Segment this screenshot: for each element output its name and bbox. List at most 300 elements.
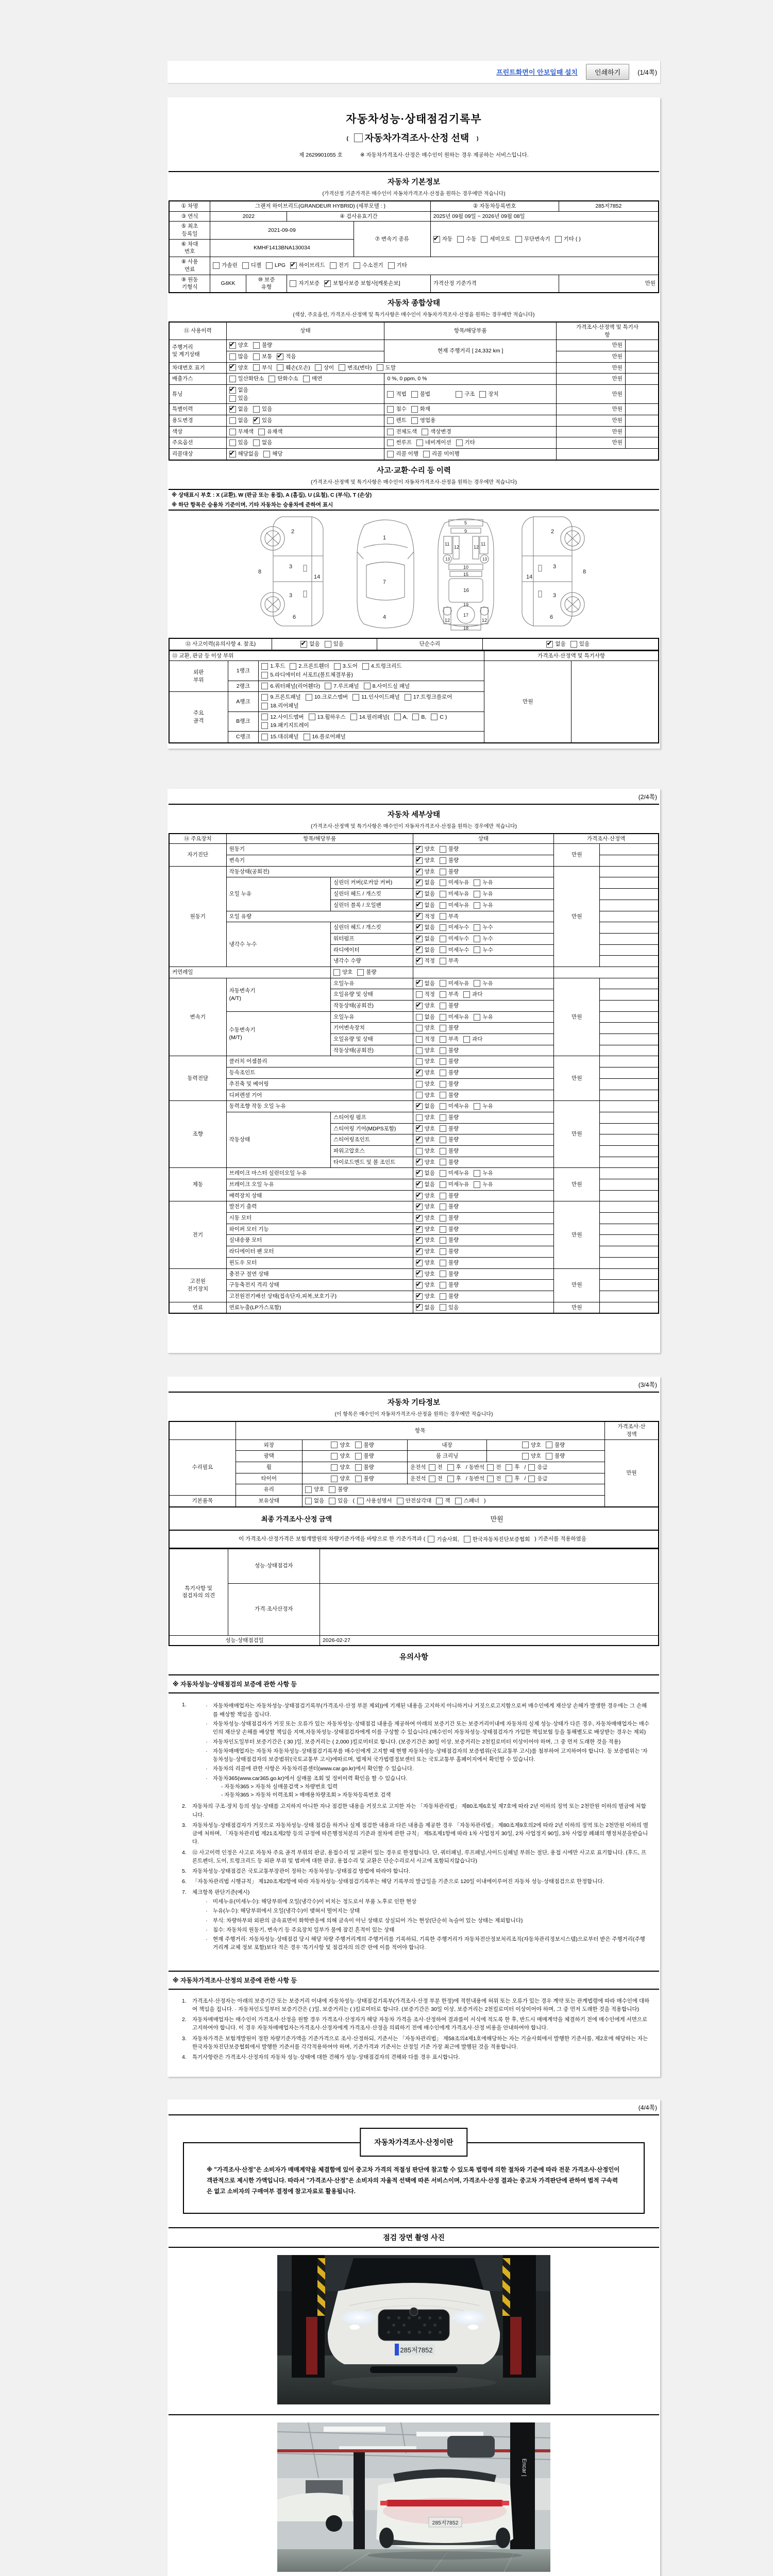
unchecked-checkbox-icon[interactable]	[440, 902, 446, 909]
unchecked-checkbox-icon[interactable]	[440, 1003, 446, 1009]
unchecked-checkbox-icon[interactable]	[457, 236, 464, 243]
checkbox-option[interactable]	[440, 1058, 459, 1065]
checkbox-option[interactable]	[315, 364, 334, 372]
unchecked-checkbox-icon[interactable]	[290, 280, 296, 287]
checkbox-option[interactable]	[331, 1475, 350, 1483]
checked-checkbox-icon[interactable]	[229, 364, 236, 371]
checked-checkbox-icon[interactable]	[546, 641, 553, 648]
unchecked-checkbox-icon[interactable]	[447, 1476, 454, 1482]
unchecked-checkbox-icon[interactable]	[364, 683, 371, 689]
unchecked-checkbox-icon[interactable]	[261, 703, 268, 709]
unchecked-checkbox-icon[interactable]	[440, 1181, 446, 1188]
checkbox-option[interactable]	[387, 391, 406, 398]
checkbox-option[interactable]	[229, 342, 248, 349]
checkbox-option[interactable]	[357, 969, 376, 976]
checkbox-option[interactable]	[416, 1159, 435, 1166]
checkbox-option[interactable]	[440, 1159, 459, 1166]
unchecked-checkbox-icon[interactable]	[333, 969, 340, 976]
unchecked-checkbox-icon[interactable]	[315, 364, 322, 371]
checkbox-option[interactable]	[266, 262, 285, 269]
unchecked-checkbox-icon[interactable]	[387, 417, 394, 424]
checkbox-option[interactable]	[334, 663, 358, 670]
unchecked-checkbox-icon[interactable]	[412, 714, 419, 720]
unchecked-checkbox-icon[interactable]	[331, 1442, 338, 1448]
checkbox-option[interactable]	[416, 845, 435, 853]
unchecked-checkbox-icon[interactable]	[229, 395, 236, 402]
checkbox-option[interactable]	[440, 1114, 459, 1122]
unchecked-checkbox-icon[interactable]	[329, 1486, 335, 1493]
unchecked-checkbox-icon[interactable]	[411, 391, 418, 398]
unchecked-checkbox-icon[interactable]	[474, 946, 480, 953]
checkbox-option[interactable]	[440, 1248, 459, 1256]
checkbox-option[interactable]	[440, 1192, 459, 1200]
unchecked-checkbox-icon[interactable]	[261, 672, 268, 679]
unchecked-checkbox-icon[interactable]	[447, 1464, 454, 1471]
unchecked-checkbox-icon[interactable]	[440, 1193, 446, 1199]
unchecked-checkbox-icon[interactable]	[515, 236, 522, 243]
checkbox-option[interactable]	[416, 1036, 435, 1043]
unchecked-checkbox-icon[interactable]	[570, 641, 577, 648]
checkbox-option[interactable]	[528, 1464, 547, 1471]
checked-checkbox-icon[interactable]	[416, 1125, 423, 1132]
unchecked-checkbox-icon[interactable]	[455, 1498, 462, 1504]
checkbox-option[interactable]	[456, 391, 475, 398]
checkbox-option[interactable]	[411, 405, 430, 413]
unchecked-checkbox-icon[interactable]	[213, 262, 220, 269]
checkbox-option[interactable]	[357, 1497, 392, 1505]
unchecked-checkbox-icon[interactable]	[522, 1453, 529, 1460]
checkbox-option[interactable]	[440, 1069, 459, 1077]
unchecked-checkbox-icon[interactable]	[339, 364, 345, 371]
unchecked-checkbox-icon[interactable]	[464, 1536, 470, 1543]
unchecked-checkbox-icon[interactable]	[522, 1442, 529, 1448]
checked-checkbox-icon[interactable]	[229, 406, 236, 413]
checkbox-option[interactable]	[474, 1103, 493, 1110]
checkbox-option[interactable]	[487, 1464, 501, 1471]
unchecked-checkbox-icon[interactable]	[440, 946, 446, 953]
checkbox-option[interactable]	[416, 1080, 435, 1088]
checkbox-option[interactable]	[440, 1281, 459, 1289]
unchecked-checkbox-icon[interactable]	[325, 641, 331, 648]
checkbox-option[interactable]	[416, 890, 435, 898]
checkbox-option[interactable]	[440, 935, 469, 943]
checkbox-option[interactable]	[354, 131, 469, 144]
checkbox-option[interactable]	[440, 879, 469, 887]
checkbox-option[interactable]	[325, 640, 344, 648]
checkbox-option[interactable]	[416, 924, 435, 931]
checkbox-option[interactable]	[416, 1192, 435, 1200]
checkbox-option[interactable]	[229, 405, 248, 413]
checkbox-option[interactable]	[440, 1181, 469, 1189]
checked-checkbox-icon[interactable]	[416, 1159, 423, 1165]
checkbox-option[interactable]	[416, 1125, 435, 1133]
unchecked-checkbox-icon[interactable]	[357, 969, 364, 976]
unchecked-checkbox-icon[interactable]	[387, 406, 394, 413]
checked-checkbox-icon[interactable]	[290, 262, 297, 269]
unchecked-checkbox-icon[interactable]	[440, 924, 446, 931]
unchecked-checkbox-icon[interactable]	[428, 1536, 434, 1543]
checkbox-option[interactable]	[305, 1486, 324, 1494]
checkbox-option[interactable]	[306, 693, 348, 701]
unchecked-checkbox-icon[interactable]	[416, 439, 423, 446]
checkbox-option[interactable]	[416, 1293, 435, 1300]
checkbox-option[interactable]	[229, 439, 248, 447]
checkbox-option[interactable]	[387, 439, 411, 447]
checked-checkbox-icon[interactable]	[416, 980, 423, 987]
unchecked-checkbox-icon[interactable]	[440, 1103, 446, 1110]
unchecked-checkbox-icon[interactable]	[431, 714, 438, 720]
checkbox-option[interactable]	[304, 733, 346, 741]
unchecked-checkbox-icon[interactable]	[440, 1092, 446, 1098]
checkbox-option[interactable]	[440, 1036, 459, 1043]
checkbox-option[interactable]	[411, 417, 435, 425]
unchecked-checkbox-icon[interactable]	[290, 663, 296, 670]
checkbox-option[interactable]	[416, 439, 451, 447]
unchecked-checkbox-icon[interactable]	[474, 924, 480, 931]
checkbox-option[interactable]	[290, 280, 320, 287]
checkbox-option[interactable]	[455, 1497, 479, 1505]
unchecked-checkbox-icon[interactable]	[546, 1453, 552, 1460]
checked-checkbox-icon[interactable]	[416, 936, 423, 942]
checkbox-option[interactable]	[253, 439, 272, 447]
checkbox-option[interactable]	[433, 235, 452, 243]
unchecked-checkbox-icon[interactable]	[440, 1025, 446, 1031]
checkbox-option[interactable]	[440, 1270, 459, 1278]
checkbox-option[interactable]	[440, 1047, 459, 1055]
checkbox-option[interactable]	[416, 1203, 435, 1211]
checked-checkbox-icon[interactable]	[229, 342, 236, 349]
unchecked-checkbox-icon[interactable]	[416, 1058, 423, 1065]
checkbox-option[interactable]	[290, 663, 329, 670]
unchecked-checkbox-icon[interactable]	[261, 714, 268, 720]
checkbox-option[interactable]	[522, 1452, 541, 1460]
checkbox-option[interactable]	[331, 1442, 350, 1449]
checkbox-option[interactable]	[440, 1002, 459, 1010]
unchecked-checkbox-icon[interactable]	[440, 980, 446, 987]
unchecked-checkbox-icon[interactable]	[416, 1092, 423, 1098]
unchecked-checkbox-icon[interactable]	[416, 991, 423, 998]
checkbox-option[interactable]	[416, 1002, 435, 1010]
unchecked-checkbox-icon[interactable]	[303, 376, 310, 382]
unchecked-checkbox-icon[interactable]	[229, 439, 236, 446]
checkbox-option[interactable]	[397, 1497, 432, 1505]
checkbox-option[interactable]	[474, 1181, 493, 1189]
checkbox-option[interactable]	[440, 913, 459, 921]
checkbox-option[interactable]	[290, 262, 325, 269]
checkbox-option[interactable]	[416, 946, 435, 954]
checkbox-option[interactable]	[416, 1047, 435, 1055]
unchecked-checkbox-icon[interactable]	[440, 1114, 446, 1121]
unchecked-checkbox-icon[interactable]	[440, 1260, 446, 1266]
unchecked-checkbox-icon[interactable]	[440, 913, 446, 920]
checked-checkbox-icon[interactable]	[300, 641, 307, 648]
checked-checkbox-icon[interactable]	[416, 869, 423, 875]
unchecked-checkbox-icon[interactable]	[387, 391, 394, 398]
checked-checkbox-icon[interactable]	[416, 1137, 423, 1143]
checkbox-option[interactable]	[229, 364, 248, 372]
unchecked-checkbox-icon[interactable]	[304, 734, 310, 740]
checkbox-option[interactable]	[416, 1170, 435, 1177]
checked-checkbox-icon[interactable]	[253, 417, 260, 424]
checkbox-option[interactable]	[416, 913, 435, 921]
checked-checkbox-icon[interactable]	[416, 958, 423, 964]
checkbox-option[interactable]	[481, 235, 511, 243]
checked-checkbox-icon[interactable]	[416, 913, 423, 920]
checkbox-option[interactable]	[463, 1036, 482, 1043]
checkbox-option[interactable]	[377, 364, 396, 372]
checkbox-option[interactable]	[416, 879, 435, 887]
unchecked-checkbox-icon[interactable]	[309, 714, 315, 720]
checkbox-option[interactable]	[428, 1535, 459, 1543]
unchecked-checkbox-icon[interactable]	[440, 1293, 446, 1300]
checkbox-option[interactable]	[416, 868, 435, 876]
checkbox-option[interactable]	[440, 868, 459, 876]
unchecked-checkbox-icon[interactable]	[416, 1036, 423, 1043]
checkbox-option[interactable]	[277, 364, 310, 372]
checkbox-option[interactable]	[546, 640, 565, 648]
unchecked-checkbox-icon[interactable]	[330, 262, 337, 269]
unchecked-checkbox-icon[interactable]	[429, 1476, 435, 1482]
checkbox-option[interactable]	[416, 1092, 435, 1099]
unchecked-checkbox-icon[interactable]	[334, 663, 341, 670]
unchecked-checkbox-icon[interactable]	[258, 429, 265, 435]
checkbox-option[interactable]	[388, 262, 407, 269]
checkbox-option[interactable]	[440, 1293, 459, 1300]
checkbox-option[interactable]	[436, 1497, 450, 1505]
unchecked-checkbox-icon[interactable]	[229, 376, 236, 382]
checkbox-option[interactable]	[258, 428, 282, 436]
checkbox-option[interactable]	[416, 1013, 435, 1021]
unchecked-checkbox-icon[interactable]	[474, 1014, 480, 1021]
checkbox-option[interactable]	[261, 733, 298, 741]
checkbox-option[interactable]	[416, 1304, 435, 1312]
checkbox-option[interactable]	[331, 1452, 350, 1460]
checkbox-option[interactable]	[355, 1442, 374, 1449]
checkbox-option[interactable]	[416, 980, 435, 988]
unchecked-checkbox-icon[interactable]	[387, 429, 394, 435]
unchecked-checkbox-icon[interactable]	[261, 694, 268, 701]
checkbox-option[interactable]	[440, 1304, 459, 1312]
checkbox-option[interactable]	[339, 364, 372, 372]
checkbox-option[interactable]	[330, 262, 349, 269]
checked-checkbox-icon[interactable]	[416, 1070, 423, 1076]
checked-checkbox-icon[interactable]	[416, 924, 423, 931]
unchecked-checkbox-icon[interactable]	[394, 714, 401, 720]
unchecked-checkbox-icon[interactable]	[355, 1453, 362, 1460]
unchecked-checkbox-icon[interactable]	[416, 1081, 423, 1088]
unchecked-checkbox-icon[interactable]	[325, 683, 331, 689]
unchecked-checkbox-icon[interactable]	[411, 417, 418, 424]
unchecked-checkbox-icon[interactable]	[440, 1170, 446, 1177]
checkbox-option[interactable]	[229, 450, 259, 458]
unchecked-checkbox-icon[interactable]	[440, 891, 446, 897]
unchecked-checkbox-icon[interactable]	[440, 991, 446, 998]
checkbox-option[interactable]	[229, 428, 254, 436]
checkbox-option[interactable]	[416, 857, 435, 865]
checkbox-option[interactable]	[416, 1214, 435, 1222]
unchecked-checkbox-icon[interactable]	[474, 936, 480, 942]
checkbox-option[interactable]	[440, 845, 459, 853]
checkbox-option[interactable]	[440, 1080, 459, 1088]
checkbox-option[interactable]	[474, 924, 493, 931]
unchecked-checkbox-icon[interactable]	[229, 417, 236, 424]
checkbox-option[interactable]	[261, 671, 353, 679]
checked-checkbox-icon[interactable]	[416, 1215, 423, 1222]
checkbox-option[interactable]	[416, 1226, 435, 1233]
checkbox-option[interactable]	[440, 1147, 459, 1155]
unchecked-checkbox-icon[interactable]	[440, 1226, 446, 1233]
unchecked-checkbox-icon[interactable]	[416, 1148, 423, 1155]
checkbox-option[interactable]	[411, 391, 430, 398]
checked-checkbox-icon[interactable]	[324, 280, 331, 287]
unchecked-checkbox-icon[interactable]	[456, 391, 462, 398]
checkbox-option[interactable]	[213, 262, 237, 269]
unchecked-checkbox-icon[interactable]	[423, 451, 430, 457]
unchecked-checkbox-icon[interactable]	[350, 714, 357, 720]
checkbox-option[interactable]	[261, 693, 300, 701]
checkbox-option[interactable]	[261, 683, 320, 690]
unchecked-checkbox-icon[interactable]	[229, 429, 236, 435]
checked-checkbox-icon[interactable]	[416, 857, 423, 864]
checkbox-option[interactable]	[546, 1442, 565, 1449]
checkbox-option[interactable]	[303, 375, 322, 383]
unchecked-checkbox-icon[interactable]	[474, 902, 480, 909]
unchecked-checkbox-icon[interactable]	[263, 451, 270, 457]
checkbox-option[interactable]	[440, 857, 459, 865]
checkbox-option[interactable]	[352, 693, 400, 701]
checkbox-option[interactable]	[387, 405, 406, 413]
unchecked-checkbox-icon[interactable]	[405, 694, 411, 701]
unchecked-checkbox-icon[interactable]	[387, 451, 394, 457]
checkbox-option[interactable]	[440, 991, 459, 998]
unchecked-checkbox-icon[interactable]	[352, 694, 359, 701]
checked-checkbox-icon[interactable]	[416, 1237, 423, 1244]
unchecked-checkbox-icon[interactable]	[306, 694, 312, 701]
unchecked-checkbox-icon[interactable]	[355, 1442, 362, 1448]
checkbox-option[interactable]	[440, 1170, 469, 1177]
unchecked-checkbox-icon[interactable]	[397, 1498, 404, 1504]
unchecked-checkbox-icon[interactable]	[331, 1453, 338, 1460]
checkbox-option[interactable]	[300, 640, 320, 648]
unchecked-checkbox-icon[interactable]	[261, 683, 268, 689]
checkbox-option[interactable]	[268, 375, 298, 383]
unchecked-checkbox-icon[interactable]	[416, 1114, 423, 1121]
checkbox-option[interactable]	[355, 1475, 374, 1483]
checkbox-option[interactable]	[416, 1114, 435, 1122]
unchecked-checkbox-icon[interactable]	[440, 1237, 446, 1244]
checked-checkbox-icon[interactable]	[416, 1304, 423, 1311]
checkbox-option[interactable]	[440, 1125, 459, 1133]
checkbox-option[interactable]	[355, 1464, 374, 1471]
checkbox-option[interactable]	[242, 262, 261, 269]
checkbox-option[interactable]	[440, 1226, 459, 1233]
checkbox-option[interactable]	[416, 1103, 435, 1110]
checkbox-option[interactable]	[429, 1464, 443, 1471]
checkbox-option[interactable]	[325, 683, 359, 690]
checkbox-option[interactable]	[416, 991, 435, 998]
unchecked-checkbox-icon[interactable]	[506, 1476, 512, 1482]
checkbox-option[interactable]	[331, 1464, 350, 1471]
unchecked-checkbox-icon[interactable]	[440, 1047, 446, 1054]
checkbox-option[interactable]	[355, 1452, 374, 1460]
unchecked-checkbox-icon[interactable]	[362, 663, 369, 670]
unchecked-checkbox-icon[interactable]	[416, 1047, 423, 1054]
checkbox-option[interactable]	[416, 1069, 435, 1077]
checkbox-option[interactable]	[229, 417, 248, 425]
unchecked-checkbox-icon[interactable]	[440, 1070, 446, 1076]
unchecked-checkbox-icon[interactable]	[440, 1014, 446, 1021]
checkbox-option[interactable]	[324, 280, 400, 287]
checkbox-option[interactable]	[546, 1452, 565, 1460]
unchecked-checkbox-icon[interactable]	[261, 663, 268, 670]
checked-checkbox-icon[interactable]	[416, 1170, 423, 1177]
checked-checkbox-icon[interactable]	[416, 1248, 423, 1255]
checked-checkbox-icon[interactable]	[416, 1103, 423, 1110]
unchecked-checkbox-icon[interactable]	[440, 1137, 446, 1143]
unchecked-checkbox-icon[interactable]	[229, 353, 236, 360]
checkbox-option[interactable]	[329, 1486, 348, 1494]
unchecked-checkbox-icon[interactable]	[440, 1036, 446, 1043]
unchecked-checkbox-icon[interactable]	[436, 1498, 443, 1504]
checkbox-option[interactable]	[416, 957, 435, 965]
checked-checkbox-icon[interactable]	[416, 1226, 423, 1233]
checkbox-option[interactable]	[440, 890, 469, 898]
checkbox-option[interactable]	[261, 714, 304, 721]
checkbox-option[interactable]	[416, 1136, 435, 1144]
unchecked-checkbox-icon[interactable]	[479, 391, 486, 398]
checkbox-option[interactable]	[416, 1270, 435, 1278]
checkbox-option[interactable]	[440, 1024, 459, 1032]
checkbox-option[interactable]	[457, 235, 476, 243]
unchecked-checkbox-icon[interactable]	[440, 1282, 446, 1289]
checked-checkbox-icon[interactable]	[416, 1270, 423, 1277]
unchecked-checkbox-icon[interactable]	[474, 1170, 480, 1177]
checkbox-option[interactable]	[474, 1170, 493, 1177]
checkbox-option[interactable]	[440, 1136, 459, 1144]
unchecked-checkbox-icon[interactable]	[474, 980, 480, 987]
checkbox-option[interactable]	[229, 386, 377, 394]
checkbox-option[interactable]	[253, 353, 272, 361]
unchecked-checkbox-icon[interactable]	[261, 722, 268, 729]
checkbox-option[interactable]	[506, 1475, 519, 1483]
checkbox-option[interactable]	[440, 957, 459, 965]
install-print-helper-link[interactable]: 프린트화면이 안보일때 설치	[496, 69, 578, 76]
checkbox-option[interactable]	[350, 714, 390, 721]
checked-checkbox-icon[interactable]	[229, 451, 236, 457]
unchecked-checkbox-icon[interactable]	[440, 1248, 446, 1255]
checkbox-option[interactable]	[416, 1259, 435, 1267]
checkbox-option[interactable]	[387, 450, 418, 458]
checked-checkbox-icon[interactable]	[416, 1260, 423, 1266]
unchecked-checkbox-icon[interactable]	[474, 1103, 480, 1110]
unchecked-checkbox-icon[interactable]	[416, 1014, 423, 1021]
checked-checkbox-icon[interactable]	[416, 891, 423, 897]
checkbox-option[interactable]	[305, 1497, 324, 1505]
checkbox-option[interactable]	[362, 663, 401, 670]
checkbox-option[interactable]	[429, 1475, 443, 1483]
unchecked-checkbox-icon[interactable]	[546, 1442, 552, 1448]
checkbox-option[interactable]	[394, 714, 408, 721]
unchecked-checkbox-icon[interactable]	[253, 342, 260, 349]
checkbox-option[interactable]	[440, 1259, 459, 1267]
checkbox-option[interactable]	[229, 395, 377, 402]
checkbox-option[interactable]	[422, 428, 451, 436]
unchecked-checkbox-icon[interactable]	[440, 1215, 446, 1222]
unchecked-checkbox-icon[interactable]	[261, 734, 268, 740]
unchecked-checkbox-icon[interactable]	[474, 879, 480, 886]
checkbox-option[interactable]	[253, 405, 272, 413]
unchecked-checkbox-icon[interactable]	[411, 406, 418, 413]
